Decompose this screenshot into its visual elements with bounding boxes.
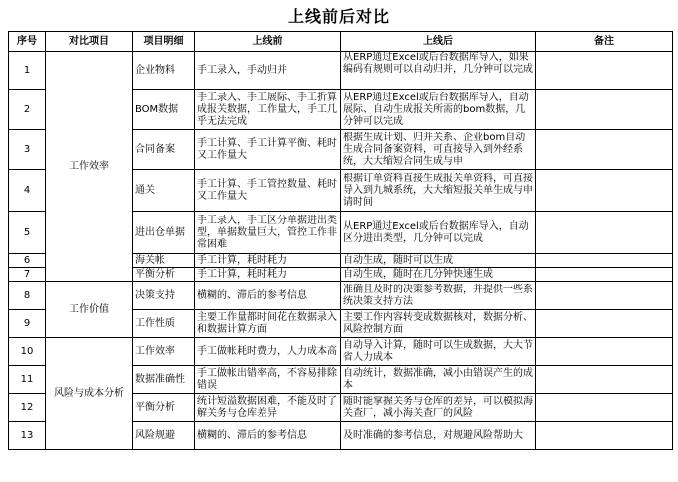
row-remark <box>536 90 673 130</box>
row-detail: BOM数据 <box>133 90 195 130</box>
row-after <box>341 394 536 422</box>
group-risk-cost: 风险与成本分析 <box>46 338 133 450</box>
row-after-text: 根据订单资料直接生成报关单资料，可直接导入到九城系统，大大缩短报关单生成与申请时间 <box>343 172 533 208</box>
header-no: 序号 <box>9 32 46 52</box>
header-after: 上线后 <box>341 32 536 52</box>
row-after <box>341 90 536 130</box>
row-after <box>341 130 536 170</box>
row-after-text: 根据生成计划、归并关系、企业bom自动生成合同备案资料，可直接导入到外经系统，大大缩短合同生成与申 <box>343 131 526 167</box>
header-before: 上线前 <box>195 32 341 52</box>
header-item: 对比项目 <box>46 32 133 52</box>
row-after-text: 从ERP通过Excel或后台数据库导入，如果编码有规则可以自动归并，几分钟可以完成 <box>343 52 533 75</box>
row-before <box>195 212 341 254</box>
row-remark <box>536 310 673 338</box>
row-remark <box>536 268 673 282</box>
row-after <box>341 282 536 310</box>
row-after: 主要工作内容转变成数据核对，数据分析、风险控制方面 <box>341 310 536 338</box>
row-number: 6 <box>9 254 46 268</box>
row-before-text: 手工录入，手工区分单据进出类型，单据数量巨大，管控工作非常困难 <box>197 214 337 250</box>
row-remark <box>536 366 673 394</box>
row-after-text: 准确且及时的决策参考数据，并提供一些系统决策支持方法 <box>343 283 533 307</box>
header-remark: 备注 <box>536 32 673 52</box>
row-detail: 平衡分析 <box>133 268 195 282</box>
row-remark <box>536 282 673 310</box>
row-number: 10 <box>9 338 46 366</box>
row-number: 2 <box>9 90 46 130</box>
row-before: 横糊的、滞后的参考信息 <box>195 282 341 310</box>
row-remark <box>536 422 673 450</box>
row-number: 9 <box>9 310 46 338</box>
row-remark <box>536 130 673 170</box>
row-before: 横糊的、滞后的参考信息 <box>195 422 341 450</box>
row-after: 及时准确的参考信息，对规避风险帮助大 <box>341 422 536 450</box>
row-detail: 进出仓单据 <box>133 212 195 254</box>
row-before: 手工录入，手动归并 <box>195 52 341 90</box>
row-number: 12 <box>9 394 46 422</box>
row-number: 3 <box>9 130 46 170</box>
row-before-text: 手工录入、手工展际、手工折算成报关数据，工作量大，手工几乎无法完成 <box>197 91 337 127</box>
row-remark <box>536 170 673 212</box>
row-after <box>341 170 536 212</box>
row-detail: 决策支持 <box>133 282 195 310</box>
row-detail: 工作性质 <box>133 310 195 338</box>
row-remark <box>536 212 673 254</box>
row-before: 手工做帐出错率高，不容易排除错误 <box>195 366 341 394</box>
row-number: 13 <box>9 422 46 450</box>
row-before: 手工计算、手工计算平衡、耗时又工作量大 <box>195 130 341 170</box>
row-before: 手工计算，耗时耗力 <box>195 254 341 268</box>
comparison-table <box>8 31 673 450</box>
row-remark <box>536 254 673 268</box>
row-after-text: 随时能掌握关务与仓库的差异，可以模拟海关查厂，减小海关查厂的风险 <box>343 395 533 419</box>
row-number: 4 <box>9 170 46 212</box>
row-after: 从ERP通过Excel或后台数据库导入，自动区分进出类型，几分钟可以完成 <box>341 212 536 254</box>
row-number: 1 <box>9 52 46 90</box>
row-before <box>195 90 341 130</box>
row-number: 8 <box>9 282 46 310</box>
row-before: 手工计算，耗时耗力 <box>195 268 341 282</box>
row-detail: 企业物料 <box>133 52 195 90</box>
row-number: 5 <box>9 212 46 254</box>
row-before: 统计短溢数据困难，不能及时了解关务与仓库差异 <box>195 394 341 422</box>
row-detail: 工作效率 <box>133 338 195 366</box>
row-detail: 平衡分析 <box>133 394 195 422</box>
row-before: 手工计算、手工管控数量、耗时又工作量大 <box>195 170 341 212</box>
row-after: 自动统计，数据准确，减小由错误产生的成本 <box>341 366 536 394</box>
header-row <box>9 32 673 52</box>
row-after: 自动生成，随时在几分钟快速生成 <box>341 268 536 282</box>
table-row <box>9 52 673 90</box>
table-row <box>9 338 673 366</box>
row-remark <box>536 338 673 366</box>
row-detail: 通关 <box>133 170 195 212</box>
row-after-text: 从ERP通过Excel或后台数据库导入，自动展际、自动生成报关所需的bom数据，几分钟可以完成 <box>343 91 529 127</box>
row-after <box>341 52 536 90</box>
row-remark <box>536 394 673 422</box>
row-remark <box>536 52 673 90</box>
row-detail: 海关帐 <box>133 254 195 268</box>
row-after: 自动导入计算，随时可以生成数据，大大节省人力成本 <box>341 338 536 366</box>
table-title: 上线前后对比 <box>287 7 390 26</box>
group-efficiency: 工作效率 <box>46 52 133 282</box>
row-number: 7 <box>9 268 46 282</box>
row-before: 手工做帐耗时费力，人力成本高 <box>195 338 341 366</box>
row-number: 11 <box>9 366 46 394</box>
row-detail: 风险规避 <box>133 422 195 450</box>
row-after: 自动生成，随时可以生成 <box>341 254 536 268</box>
group-value: 工作价值 <box>46 282 133 338</box>
header-detail: 项目明细 <box>133 32 195 52</box>
table-row <box>9 282 673 310</box>
row-detail: 合同备案 <box>133 130 195 170</box>
row-before: 主要工作量都时间花在数据录入和数据计算方面 <box>195 310 341 338</box>
row-detail: 数据准确性 <box>133 366 195 394</box>
